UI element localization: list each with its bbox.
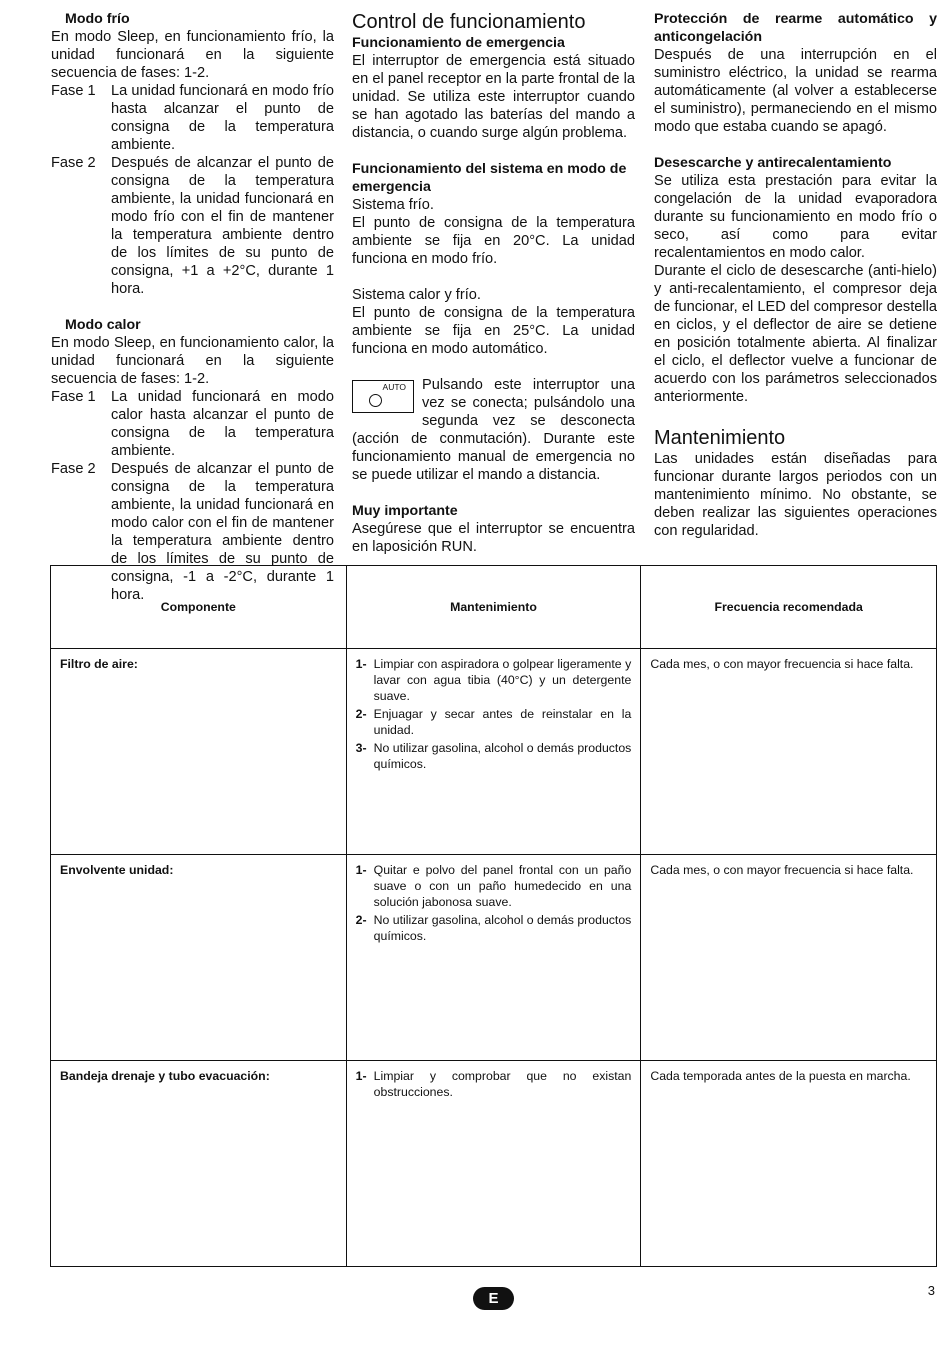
table-row (51, 649, 937, 855)
emergencia-text: El interruptor de emergencia está situado en el panel receptor en la parte frontal de la unidad. Se utiliza este interruptor cuando se han agotado las baterías del mando a distancia, o cuando surge algún problema. (352, 53, 635, 141)
fase-text: La unidad funcionará en modo calor hasta alcanzar el punto de consigna de la temperatura ambiente. (111, 389, 334, 459)
muy-importante-heading: Muy importante (352, 503, 458, 519)
fase-text: Después de alcanzar el punto de consigna de la temperatura ambiente, la unidad funcionará en modo frío con el fin de mantener la temperatura ambiente dentro de los límites de su punto de consigna, +1 a +2°C, durante 1 hora. (111, 155, 334, 297)
right-column (654, 10, 937, 540)
fase-text: Después de alcanzar el punto de consigna de la temperatura ambiente, la unidad funcionará en modo calor con el fin de mantener la temperatura ambiente dentro de los límites de su punto de consigna, -1 a -2°C, durante 1 hora. (111, 461, 334, 603)
table-row (51, 855, 937, 1061)
rearme-text: Después de una interrupción en el suministro eléctrico, la unidad se rearma automáticamente (al volver a establecerse el suministro), permaneciendo en el mismo modo que estaba cuando se apagó. (654, 47, 937, 135)
step-text: Quitar e polvo del panel frontal con un paño suave o con un paño humedecido en una solución jabonosa suave. (373, 863, 632, 909)
maintenance-step (356, 706, 632, 738)
maintenance-step (356, 740, 632, 772)
frequency-cell: Cada mes, o con mayor frecuencia si hace falta. (641, 855, 937, 1061)
modo-frio-heading: Modo frío (65, 11, 130, 27)
frequency-cell: Cada mes, o con mayor frecuencia si hace falta. (641, 649, 937, 855)
fase-label: Fase 1 (51, 83, 96, 99)
fase-label: Fase 1 (51, 389, 96, 405)
left-column (51, 10, 334, 604)
step-text: Limpiar y comprobar que no existan obstrucciones. (373, 1069, 632, 1099)
step-number: 2- (355, 913, 367, 927)
sistema-calor-frio-text: El punto de consigna de la temperatura ambiente se fija en 25°C. La unidad funciona en modo automático. (352, 305, 635, 357)
muy-importante-text: Asegúrese que el interruptor se encuentra en laposición RUN. (352, 521, 635, 555)
auto-switch-icon (352, 380, 414, 413)
modo-calor-intro: En modo Sleep, en funcionamiento calor, la unidad funcionará en la siguiente secuencia de fases: 1-2. (51, 335, 334, 387)
fase-label: Fase 2 (51, 155, 96, 171)
sistema-emergencia-heading: Funcionamiento del sistema en modo de emergencia (352, 161, 627, 195)
column-header: Mantenimiento (346, 566, 641, 649)
page-number: 3 (927, 1283, 935, 1298)
component-cell: Envolvente unidad: (51, 855, 347, 1061)
step-text: No utilizar gasolina, alcohol o demás productos químicos. (373, 913, 632, 943)
modo-calor-heading: Modo calor (65, 317, 141, 333)
frio-fase-1 (51, 82, 334, 154)
column-header: Frecuencia recomendada (641, 566, 937, 649)
maintenance-cell (346, 1061, 641, 1267)
emergencia-heading: Funcionamiento de emergencia (352, 35, 565, 51)
mantenimiento-text: Las unidades están diseñadas para funcionar durante largos periodos con un mantenimiento mínimo. No obstante, se deben realizar las siguientes operaciones con regularidad. (654, 451, 937, 539)
sistema-calor-frio-label: Sistema calor y frío. (352, 287, 481, 303)
table-row (51, 1061, 937, 1267)
sistema-frio-text: El punto de consigna de la temperatura ambiente se fija en 20°C. La unidad funciona en modo frío. (352, 215, 635, 267)
step-text: No utilizar gasolina, alcohol o demás productos químicos. (373, 741, 632, 771)
maintenance-step (356, 912, 632, 944)
control-heading: Control de funcionamiento (352, 11, 586, 33)
rearme-heading: Protección de rearme automático y anticongelación (654, 11, 937, 45)
switch-text: Pulsando este interruptor una vez se conecta; pulsándolo una segunda vez se desconecta (acción de conmutación). Durante este funcionamiento manual de emergencia no se puede utilizar el mando a distancia. (352, 377, 635, 483)
desescarche-text-2: Durante el ciclo de desescarche (anti-hielo) y anti-recalentamiento, el compresor deja de funcionar, el LED del compresor destella en ciclos, y el deflector de aire se detiene en posición totalmente abierta. Al finalizar el ciclo, el deflector vuelve a funcionar de acuerdo con los parámetros seleccionados anteriormente. (654, 263, 937, 405)
modo-frio-intro: En modo Sleep, en funcionamiento frío, la unidad funcionará en la siguiente secuencia de fases: 1-2. (51, 29, 334, 81)
maintenance-step (356, 656, 632, 704)
frequency-cell: Cada temporada antes de la puesta en marcha. (641, 1061, 937, 1267)
step-number: 3- (355, 741, 367, 755)
step-number: 1- (355, 1069, 367, 1083)
frio-fase-2 (51, 154, 334, 298)
step-text: Limpiar con aspiradora o golpear ligeramente y lavar con agua tibia (40°C) y un detergente suave. (373, 657, 632, 703)
step-number: 1- (355, 863, 367, 877)
desescarche-text-1: Se utiliza esta prestación para evitar la congelación de la unidad evaporadora durante su funcionamiento en modo frío o seco, así como para evitar recalentamientos en modo calor. (654, 173, 937, 261)
table-header-row (51, 566, 937, 649)
step-number: 2- (355, 707, 367, 721)
column-header: Componente (51, 566, 347, 649)
language-badge: E (473, 1287, 514, 1310)
maintenance-cell (346, 649, 641, 855)
fase-label: Fase 2 (51, 461, 96, 477)
desescarche-heading: Desescarche y antirecalentamiento (654, 155, 892, 171)
maintenance-step (356, 1068, 632, 1100)
auto-label: AUTO (382, 382, 406, 392)
mantenimiento-heading: Mantenimiento (654, 427, 786, 449)
fase-text: La unidad funcionará en modo frío hasta alcanzar el punto de consigna de la temperatura ambiente. (111, 83, 334, 153)
component-cell: Filtro de aire: (51, 649, 347, 855)
sistema-frio-label: Sistema frío. (352, 197, 434, 213)
calor-fase-1 (51, 388, 334, 460)
step-number: 1- (355, 657, 367, 671)
maintenance-cell (346, 855, 641, 1061)
switch-button-icon (369, 394, 382, 407)
middle-column (352, 10, 635, 556)
step-text: Enjuagar y secar antes de reinstalar en la unidad. (373, 707, 632, 737)
maintenance-table (50, 565, 937, 1267)
component-cell: Bandeja drenaje y tubo evacuación: (51, 1061, 347, 1267)
maintenance-step (356, 862, 632, 910)
